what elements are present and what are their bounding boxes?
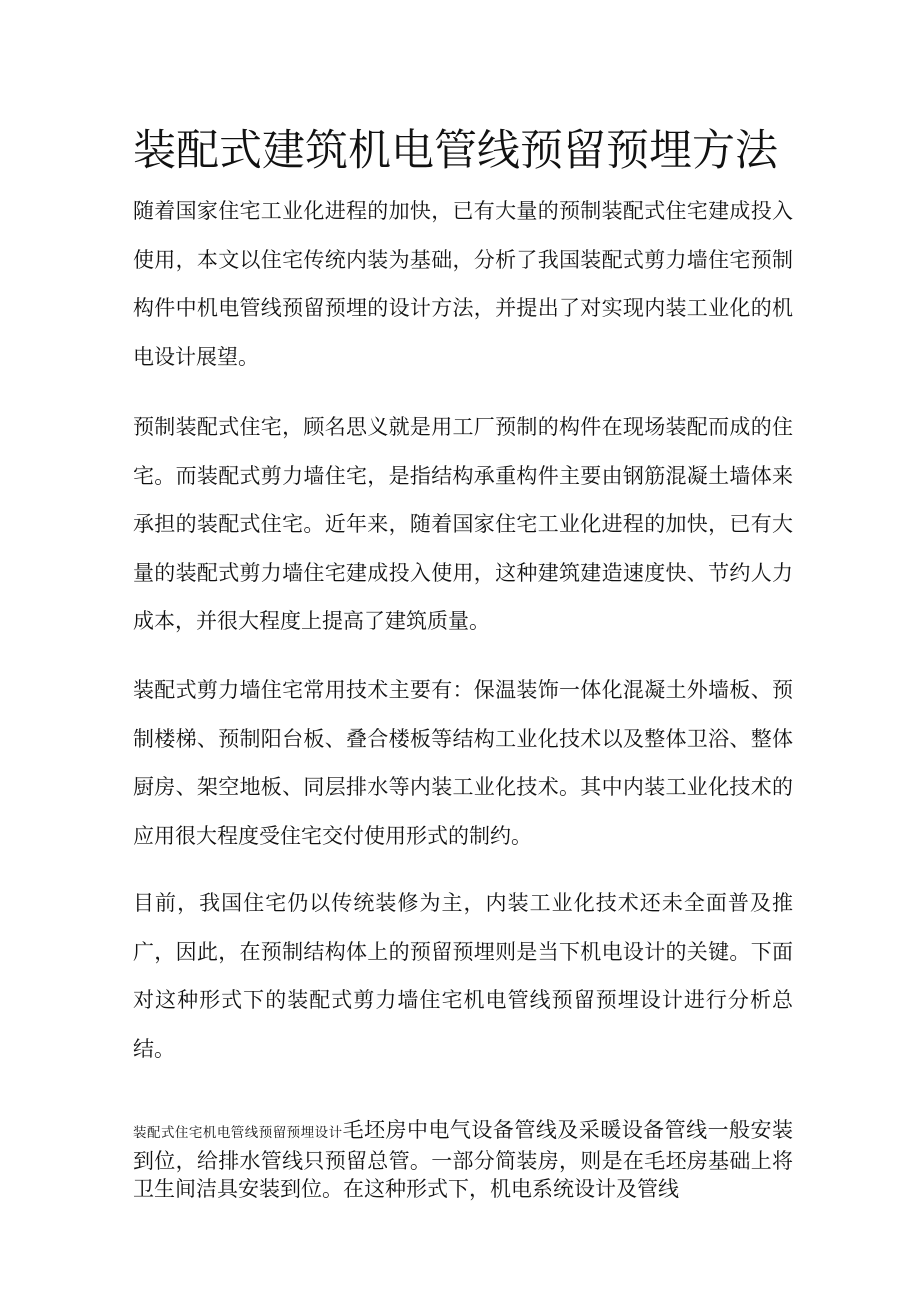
- paragraph-definition: 预制装配式住宅，顾名思义就是用工厂预制的构件在现场装配而成的住宅。而装配式剪力墙住宅，是指结构承重构件主要由钢筋混凝土墙体来承担的装配式住宅。近年来，随着国家住宅工业化进程的加快，已有大量的装配式剪力墙住宅建成投入使用，这种建筑建造速度快、节约人力成本，并很大程度上提高了建筑质量。: [133, 415, 793, 634]
- section-lead-label: 装配式住宅机电管线预留预埋设计: [133, 1125, 343, 1141]
- paragraph-techniques: 装配式剪力墙住宅常用技术主要有：保温装饰一体化混凝土外墙板、预制楼梯、预制阳台板、叠合楼板等结构工业化技术以及整体卫浴、整体厨房、架空地板、同层排水等内装工业化技术。其中内装工业化技术的应用很大程度受住宅交付使用形式的制约。: [133, 678, 793, 848]
- document-title: 装配式建筑机电管线预留预埋方法: [133, 126, 778, 176]
- paragraph-current-status: 目前，我国住宅仍以传统装修为主，内装工业化技术还未全面普及推广，因此，在预制结构体上的预留预埋则是当下机电设计的关键。下面对这种形式下的装配式剪力墙住宅机电管线预留预埋设计进行分析总结。: [133, 891, 793, 1061]
- paragraph-mep-design: [133, 1116, 793, 1203]
- paragraph-intro: 随着国家住宅工业化进程的加快，已有大量的预制装配式住宅建成投入使用，本文以住宅传统内装为基础，分析了我国装配式剪力墙住宅预制构件中机电管线预留预埋的设计方法，并提出了对实现内装工业化的机电设计展望。: [133, 199, 793, 369]
- paragraph-mep-design-body: 毛坯房中电气设备管线及采暖设备管线一般安装到位，给排水管线只预留总管。一部分简装房，则是在毛坯房基础上将卫生间洁具安装到位。在这种形式下，机电系统设计及管线: [133, 1118, 794, 1201]
